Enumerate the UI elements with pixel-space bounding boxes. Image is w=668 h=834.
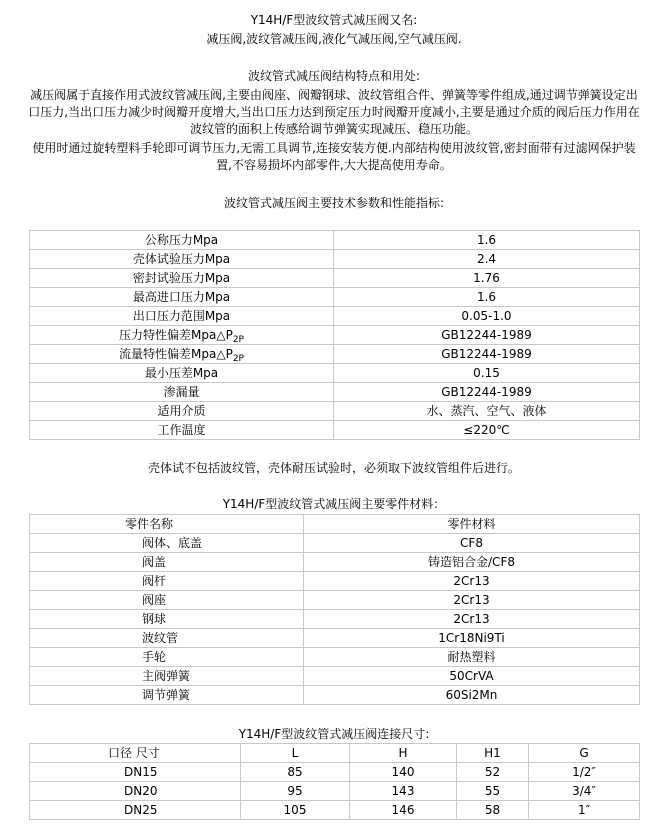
dimensions-table (29, 743, 640, 820)
column-header: 口径 尺寸 (30, 744, 241, 763)
table-row (30, 307, 640, 326)
table-row (30, 269, 640, 288)
column-header: L (241, 744, 350, 763)
part-name: 钢球 (30, 610, 304, 629)
part-name: 调节弹簧 (30, 686, 304, 705)
param-name: 壳体试验压力Mpa (30, 250, 334, 269)
column-header: H (350, 744, 457, 763)
param-name: 密封试验压力Mpa (30, 269, 334, 288)
part-name: 阀盖 (30, 553, 304, 572)
dimension-value: 52 (457, 763, 529, 782)
table-row (30, 534, 640, 553)
aliases-line: 减压阀,波纹管减压阀,液化气减压阀,空气减压阀. (206, 32, 462, 46)
param-name: 工作温度 (30, 421, 334, 440)
param-name: 公称压力Mpa (30, 231, 334, 250)
dimension-value: 95 (241, 782, 350, 801)
param-name: 渗漏量 (30, 383, 334, 402)
part-material: 1Cr18Ni9Ti (304, 629, 640, 648)
column-header-material: 零件材料 (304, 515, 640, 534)
dimension-value: 3/4″ (529, 782, 640, 801)
page-title: Y14H/F型波纹管式减压阀又名: (250, 13, 418, 27)
table-row (30, 288, 640, 307)
param-name: 流量特性偏差Mpa△P (119, 347, 233, 361)
param-name: 适用介质 (30, 402, 334, 421)
param-name-cell (30, 345, 334, 364)
dimension-value: 105 (241, 801, 350, 820)
param-value: 0.15 (334, 364, 640, 383)
part-material: 50CrVA (304, 667, 640, 686)
table-row (30, 572, 640, 591)
table-header-row (30, 744, 640, 763)
param-value: GB12244-1989 (334, 345, 640, 364)
part-name: 波纹管 (30, 629, 304, 648)
intro-text-line: 减压阀属于直接作用式波纹管减压阀,主要由阀座、阀瓣钢球、波纹管组合件、弹簧等零件组成,通过调节弹簧设定出 (30, 88, 638, 102)
dimension-value: 146 (350, 801, 457, 820)
dimension-value: 143 (350, 782, 457, 801)
table-row (30, 782, 640, 801)
table-row (30, 402, 640, 421)
param-value: 2.4 (334, 250, 640, 269)
table-row (30, 345, 640, 364)
table-row (30, 686, 640, 705)
param-value: GB12244-1989 (334, 326, 640, 345)
part-material: CF8 (304, 534, 640, 553)
dimension-value: 85 (241, 763, 350, 782)
param-value: GB12244-1989 (334, 383, 640, 402)
part-material: 2Cr13 (304, 591, 640, 610)
tech-params-table (29, 230, 640, 440)
dimension-value: 140 (350, 763, 457, 782)
param-name: 压力特性偏差Mpa△P (119, 328, 233, 342)
table-row (30, 648, 640, 667)
tech-heading: 波纹管式减压阀主要技术参数和性能指标: (223, 196, 445, 210)
dimension-value: 1/2″ (529, 763, 640, 782)
part-material: 60Si2Mn (304, 686, 640, 705)
table-row (30, 383, 640, 402)
column-header-part: 零件名称 (30, 515, 304, 534)
param-value: 1.6 (334, 231, 640, 250)
param-value: ≤220℃ (334, 421, 640, 440)
size-label: DN20 (30, 782, 241, 801)
column-header: H1 (457, 744, 529, 763)
table-row (30, 763, 640, 782)
part-name: 阀座 (30, 591, 304, 610)
table-row (30, 801, 640, 820)
column-header: G (529, 744, 640, 763)
intro-heading: 波纹管式减压阀结构特点和用处: (247, 69, 421, 83)
intro-text-line: 置,不容易损坏内部零件,大大提高使用寿命。 (216, 158, 452, 172)
table-row (30, 591, 640, 610)
table-row (30, 326, 640, 345)
table-row (30, 364, 640, 383)
materials-table (29, 514, 640, 705)
param-subscript: 2P (232, 335, 244, 345)
param-value: 0.05-1.0 (334, 307, 640, 326)
intro-text-line: 使用时通过旋转塑料手轮即可调节压力,无需工具调节,连接安装方便.内部结构使用波纹管,密封面带有过滤网保护装 (32, 141, 636, 155)
dimension-value: 1″ (529, 801, 640, 820)
param-name-cell (30, 326, 334, 345)
size-label: DN25 (30, 801, 241, 820)
part-material: 2Cr13 (304, 572, 640, 591)
dimension-value: 58 (457, 801, 529, 820)
param-subscript: 2P (232, 354, 244, 364)
param-name: 最小压差Mpa (30, 364, 334, 383)
dimensions-heading: Y14H/F型波纹管式减压阀连接尺寸: (238, 727, 430, 741)
table-row (30, 231, 640, 250)
param-value: 水、蒸汽、空气、液体 (334, 402, 640, 421)
part-material: 铸造铝合金/CF8 (304, 553, 640, 572)
part-material: 耐热塑料 (304, 648, 640, 667)
intro-text-line: 波纹管的面积上传感给调节弹簧实现减压、稳压功能。 (189, 122, 478, 136)
intro-text-line: 口压力,当出口压力减少时阀瓣开度增大,当出口压力达到预定压力时阀瓣开度减小,主要是通过介质的阀后压力作用在 (28, 105, 640, 119)
table-header-row (30, 515, 640, 534)
part-name: 手轮 (30, 648, 304, 667)
table-row (30, 553, 640, 572)
param-name: 出口压力范围Mpa (30, 307, 334, 326)
part-name: 阀杆 (30, 572, 304, 591)
table-row (30, 629, 640, 648)
param-value: 1.6 (334, 288, 640, 307)
part-name: 阀体、底盖 (30, 534, 304, 553)
tech-note: 壳体试不包括波纹管，壳体耐压试验时，必须取下波纹管组件后进行。 (147, 461, 520, 475)
table-row (30, 250, 640, 269)
part-material: 2Cr13 (304, 610, 640, 629)
param-name: 最高进口压力Mpa (30, 288, 334, 307)
table-row (30, 610, 640, 629)
table-row (30, 421, 640, 440)
dimension-value: 55 (457, 782, 529, 801)
table-row (30, 667, 640, 686)
materials-heading: Y14H/F型波纹管式减压阀主要零件材料： (222, 497, 446, 511)
part-name: 主阀弹簧 (30, 667, 304, 686)
size-label: DN15 (30, 763, 241, 782)
param-value: 1.76 (334, 269, 640, 288)
